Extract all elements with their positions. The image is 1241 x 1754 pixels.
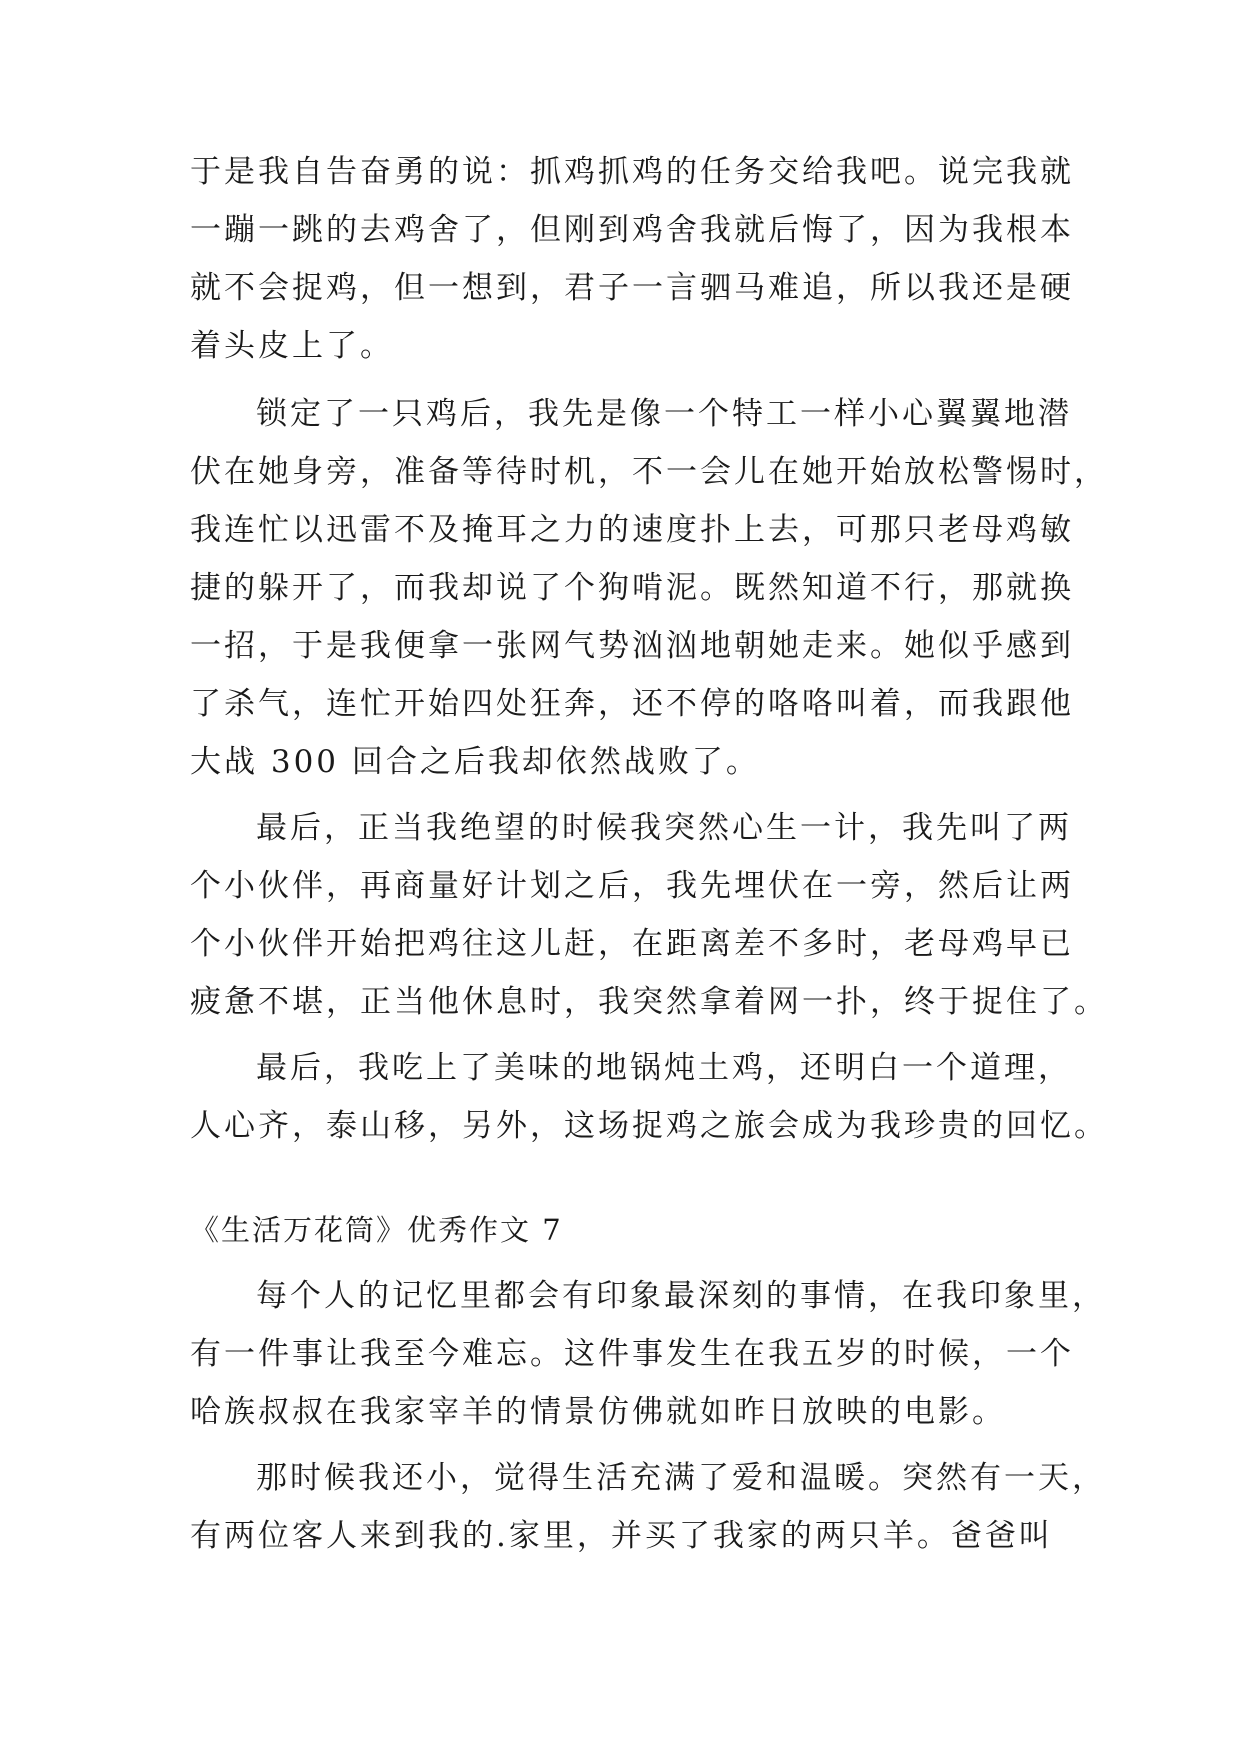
text-line: 疲惫不堪，正当他休息时，我突然拿着网一扑，终于捉住了。 xyxy=(190,984,1108,1020)
text-line: 于是我自告奋勇的说：抓鸡抓鸡的任务交给我吧。说完我就 xyxy=(190,154,1074,190)
text-line: 最后，我吃上了美味的地锅炖土鸡，还明白一个道理， xyxy=(256,1050,1072,1086)
text-line: 有两位客人来到我的.家里，并买了我家的两只羊。爸爸叫 xyxy=(190,1518,1053,1554)
text-line: 一蹦一跳的去鸡舍了，但刚到鸡舍我就后悔了，因为我根本 xyxy=(190,212,1074,248)
text-line: 一招，于是我便拿一张网气势汹汹地朝她走来。她似乎感到 xyxy=(190,628,1074,664)
text-line: 个小伙伴开始把鸡往这儿赶，在距离差不多时，老母鸡早已 xyxy=(190,926,1074,962)
section-heading: 《生活万花筒》优秀作文 7 xyxy=(190,1213,563,1247)
text-line: 每个人的记忆里都会有印象最深刻的事情，在我印象里， xyxy=(256,1278,1106,1314)
text-line: 人心齐，泰山移，另外，这场捉鸡之旅会成为我珍贵的回忆。 xyxy=(190,1108,1108,1144)
text-line: 着头皮上了。 xyxy=(190,328,394,364)
text-line: 那时候我还小，觉得生活充满了爱和温暖。突然有一天， xyxy=(256,1460,1106,1496)
text-line: 捷的躲开了，而我却说了个狗啃泥。既然知道不行，那就换 xyxy=(190,570,1074,606)
text-line: 伏在她身旁，准备等待时机，不一会儿在她开始放松警惕时， xyxy=(190,454,1108,490)
text-line: 锁定了一只鸡后，我先是像一个特工一样小心翼翼地潜 xyxy=(256,396,1072,432)
text-line: 最后，正当我绝望的时候我突然心生一计，我先叫了两 xyxy=(256,810,1072,846)
text-line: 了杀气，连忙开始四处狂奔，还不停的咯咯叫着，而我跟他 xyxy=(190,686,1074,722)
text-line: 哈族叔叔在我家宰羊的情景仿佛就如昨日放映的电影。 xyxy=(190,1394,1006,1430)
text-line: 有一件事让我至今难忘。这件事发生在我五岁的时候，一个 xyxy=(190,1336,1074,1372)
text-line: 个小伙伴，再商量好计划之后，我先埋伏在一旁，然后让两 xyxy=(190,868,1074,904)
text-line: 就不会捉鸡，但一想到，君子一言驷马难追，所以我还是硬 xyxy=(190,270,1074,306)
text-line: 我连忙以迅雷不及掩耳之力的速度扑上去，可那只老母鸡敏 xyxy=(190,512,1074,548)
text-line: 大战 300 回合之后我却依然战败了。 xyxy=(190,744,760,780)
